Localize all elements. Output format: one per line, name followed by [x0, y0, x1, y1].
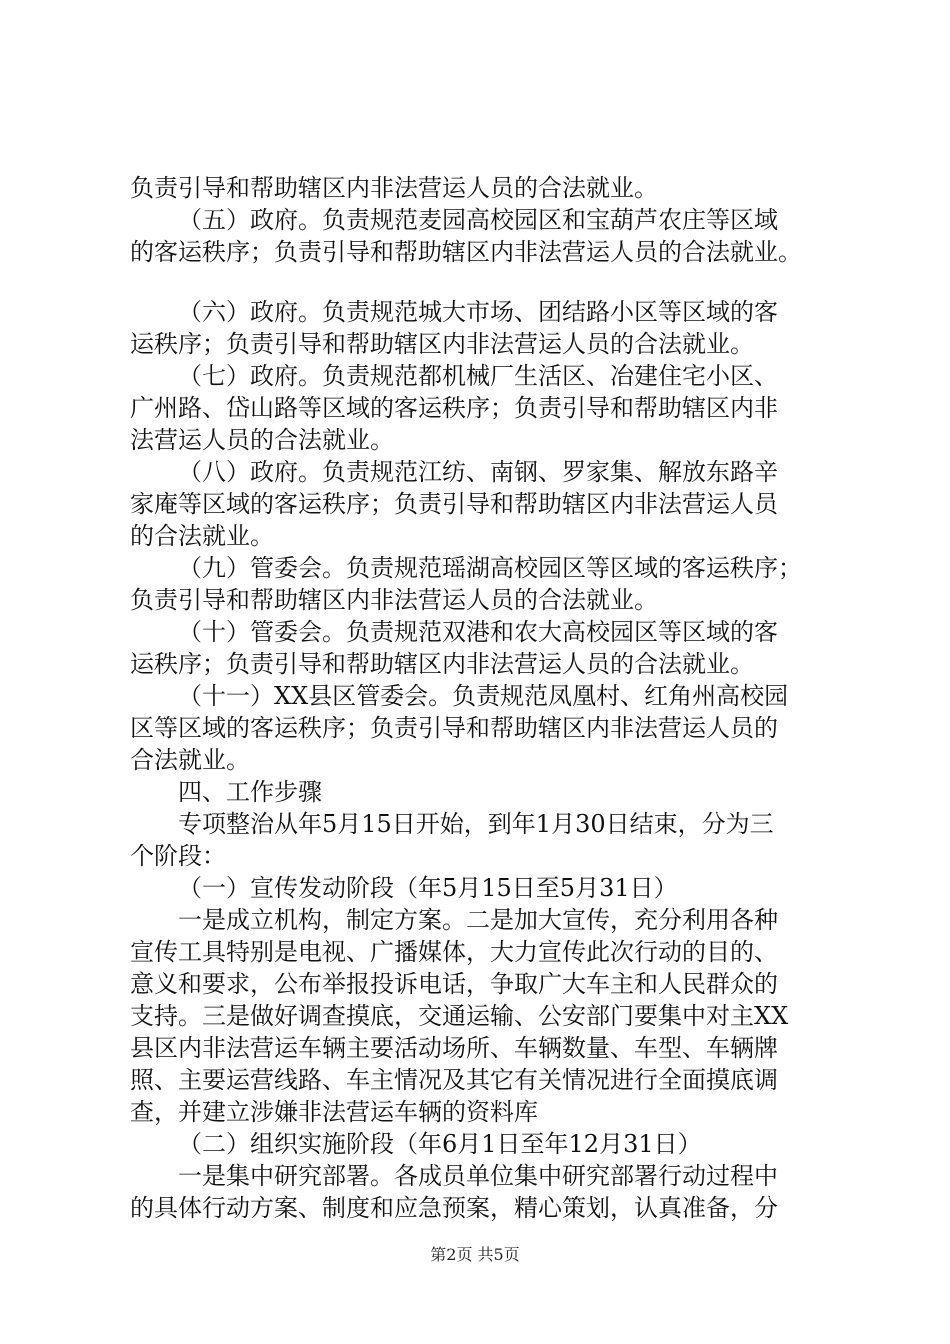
text-line: 一是成立机构，制定方案。二是加大宣传，充分利用各种	[178, 906, 778, 934]
text-line: 运秩序；负责引导和帮助辖区内非法营运人员的合法就业。	[130, 650, 754, 678]
text-line: 家庵等区域的客运秩序；负责引导和帮助辖区内非法营运人员	[130, 490, 778, 518]
text-line: （十）管委会。负责规范双港和农大高校园区等区域的客	[178, 618, 778, 646]
text-line: 一是集中研究部署。各成员单位集中研究部署行动过程中	[178, 1162, 778, 1190]
paragraph-gap	[130, 268, 842, 296]
text-line: 负责引导和帮助辖区内非法营运人员的合法就业。	[130, 586, 658, 614]
text-line: 的具体行动方案、制度和应急预案，精心策划，认真准备，分	[130, 1194, 778, 1222]
text-line: （八）政府。负责规范江纺、南钢、罗家集、解放东路辛	[178, 458, 778, 486]
text-line: （五）政府。负责规范麦园高校园区和宝葫芦农庄等区域	[178, 206, 778, 234]
text-line: 四、工作步骤	[178, 778, 322, 806]
text-line: （七）政府。负责规范都机械厂生活区、冶建住宅小区、	[178, 362, 778, 390]
text-line: （十一）XX县区管委会。负责规范凤凰村、红角州高校园	[178, 682, 789, 710]
text-line: 照、主要运营线路、车主情况及其它有关情况进行全面摸底调	[130, 1066, 778, 1094]
text-line: 意义和要求，公布举报投诉电话，争取广大车主和人民群众的	[130, 970, 778, 998]
text-line: 查，并建立涉嫌非法营运车辆的资料库	[130, 1098, 538, 1126]
text-line: 广州路、岱山路等区域的客运秩序；负责引导和帮助辖区内非	[130, 394, 778, 422]
text-line: 运秩序；负责引导和帮助辖区内非法营运人员的合法就业。	[130, 330, 754, 358]
text-line: 支持。三是做好调查摸底，交通运输、公安部门要集中对主XX	[130, 1002, 789, 1030]
text-line: 个阶段：	[130, 842, 226, 870]
text-line: 专项整治从年5月15日开始，到年1月30日结束，分为三	[178, 810, 774, 838]
text-line: （六）政府。负责规范城大市场、团结路小区等区域的客	[178, 298, 778, 326]
text-line: 县区内非法营运车辆主要活动场所、车辆数量、车型、车辆牌	[130, 1034, 778, 1062]
text-line: （九）管委会。负责规范瑶湖高校园区等区域的客运秩序；	[178, 554, 802, 582]
document-body	[130, 172, 842, 1224]
text-line: 区等区域的客运秩序；负责引导和帮助辖区内非法营运人员的	[130, 714, 778, 742]
text-line: 宣传工具特别是电视、广播媒体，大力宣传此次行动的目的、	[130, 938, 778, 966]
text-line: 的客运秩序；负责引导和帮助辖区内非法营运人员的合法就业。	[130, 238, 802, 266]
text-line: 合法就业。	[130, 746, 250, 774]
text-line: （二）组织实施阶段（年6月1日至年12月31日）	[178, 1130, 702, 1158]
text-line: 法营运人员的合法就业。	[130, 426, 394, 454]
text-line: 的合法就业。	[130, 522, 274, 550]
text-line: 负责引导和帮助辖区内非法营运人员的合法就业。	[130, 174, 658, 202]
page-footer: 第2页 共5页	[430, 1245, 520, 1264]
text-line: （一）宣传发动阶段（年5月15日至5月31日）	[178, 874, 678, 902]
